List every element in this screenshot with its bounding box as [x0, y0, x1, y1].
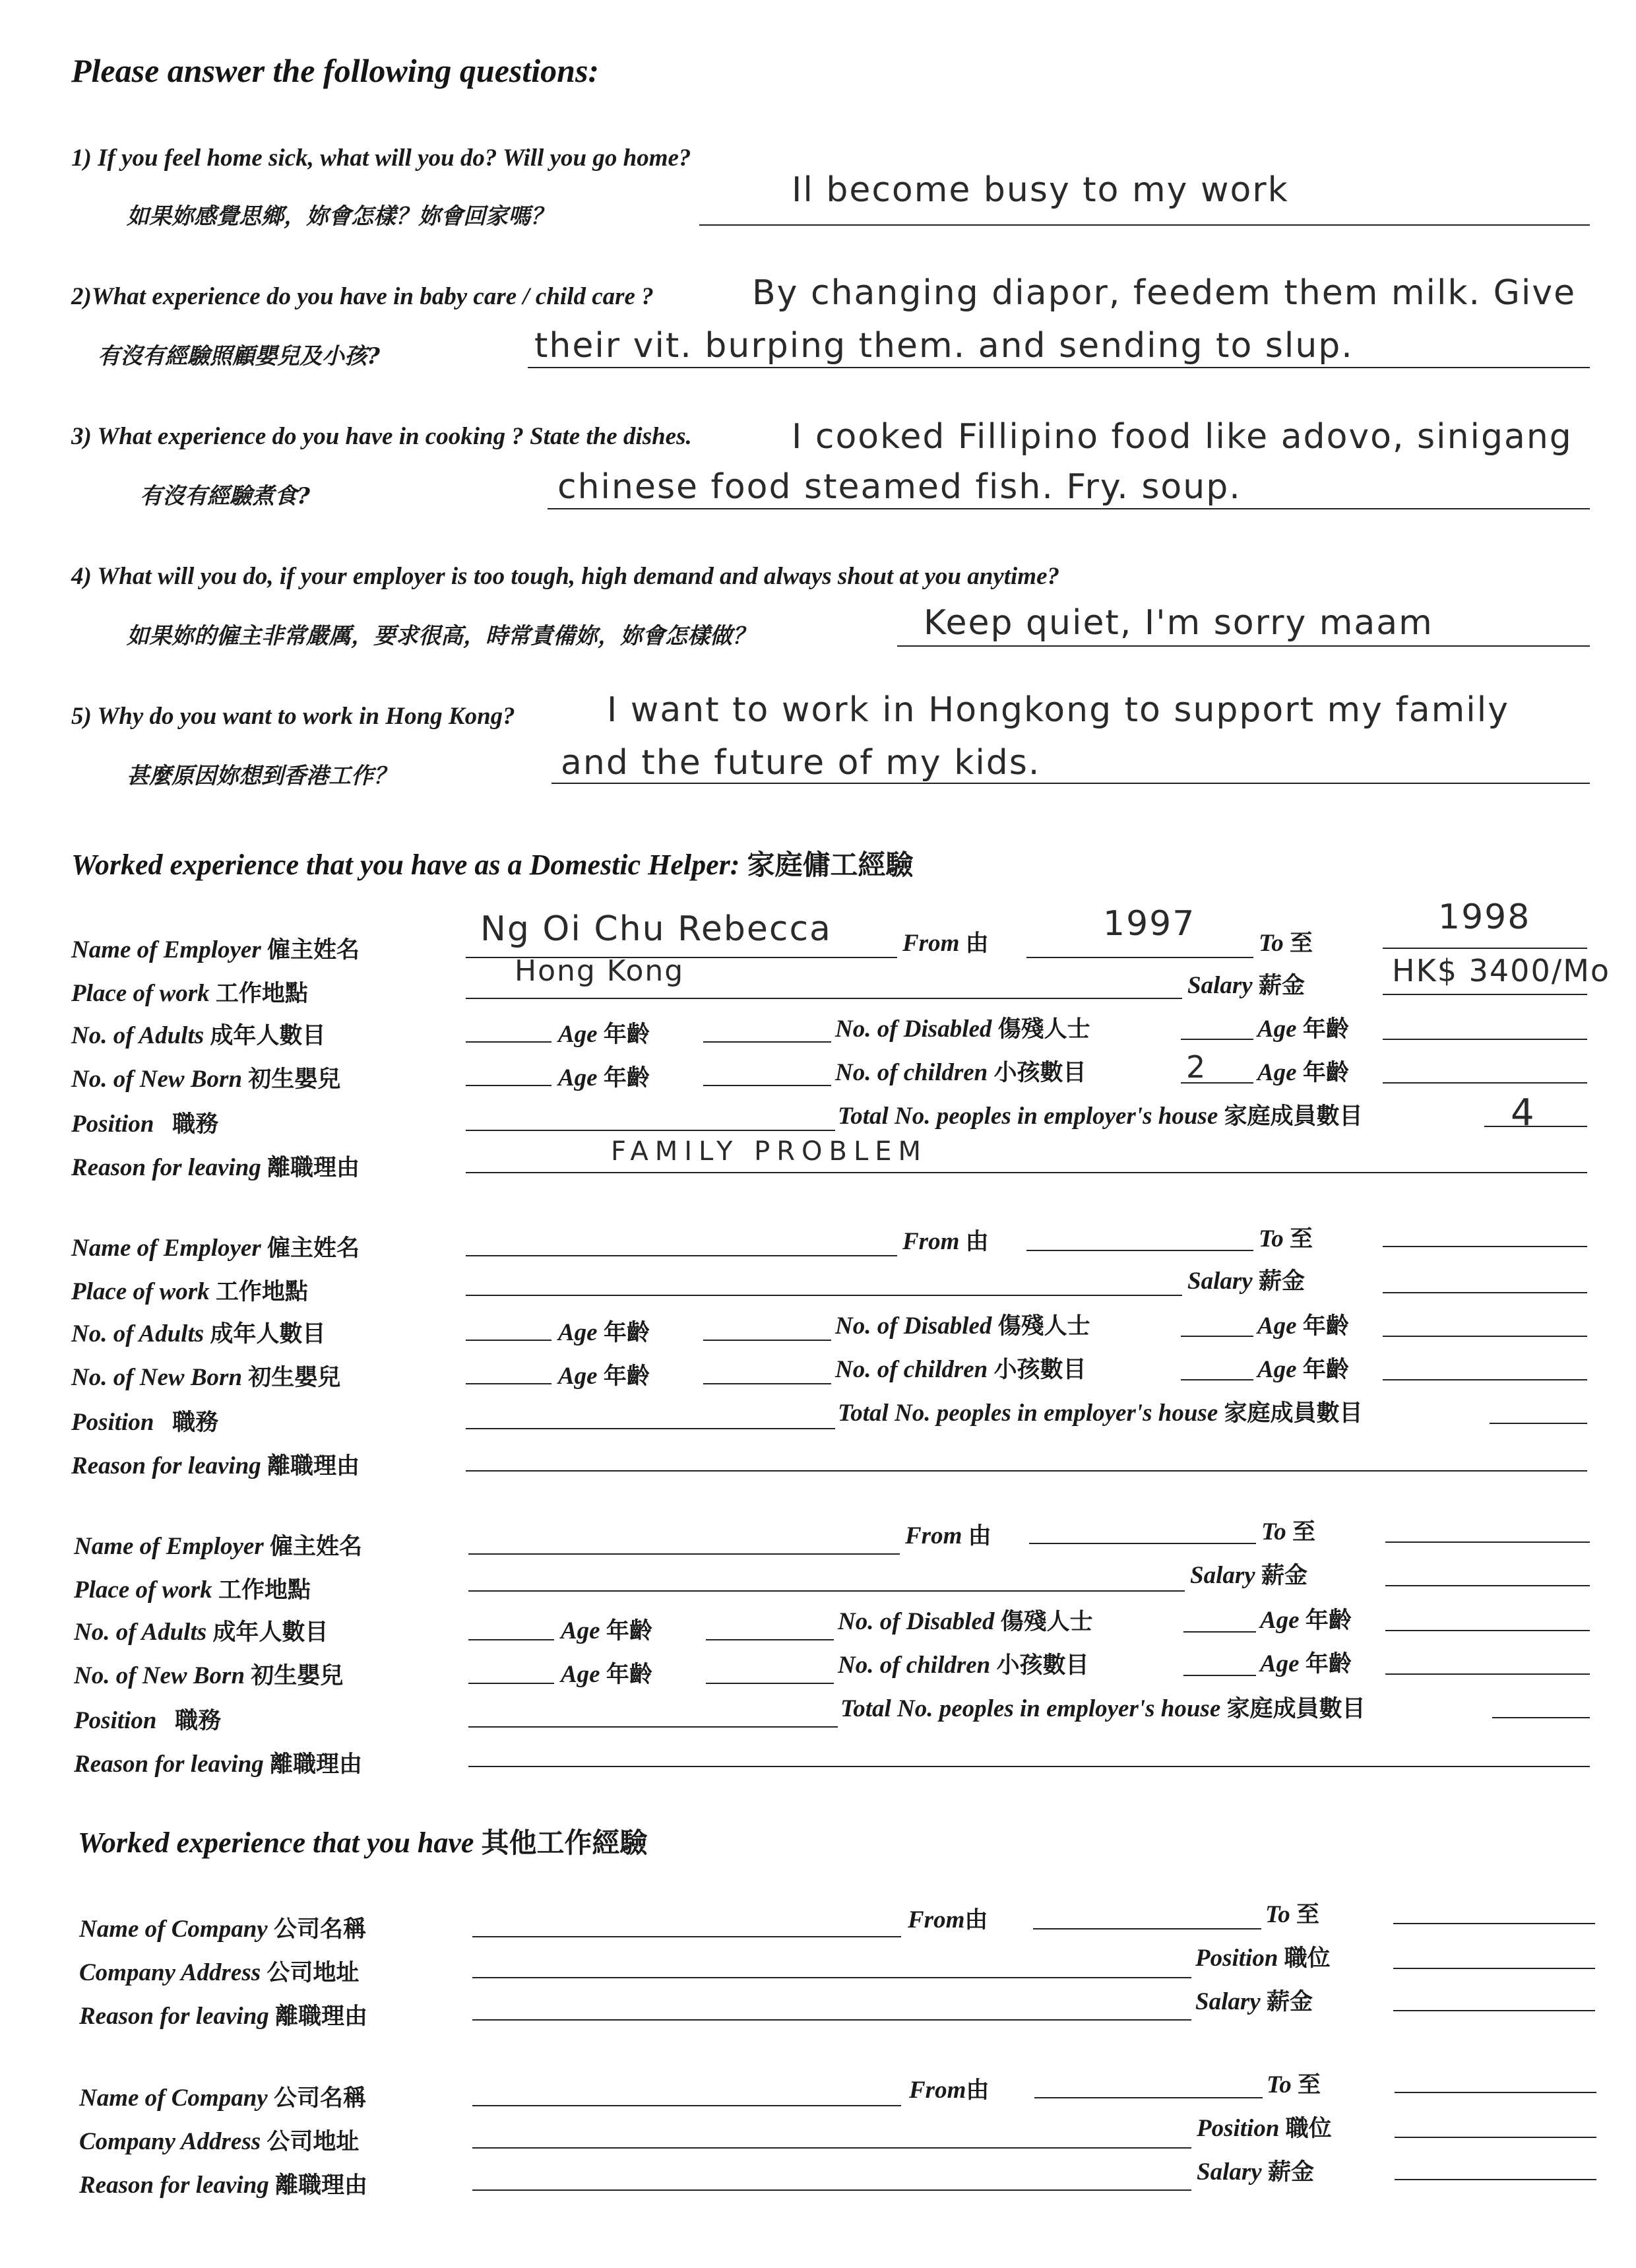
name-of-company-label: Name of Company 公司名稱: [79, 2085, 366, 2112]
reason-leaving-label: Reason for leaving 離職理由: [79, 2172, 368, 2199]
other-section-title-en: Worked experience that you have: [78, 1827, 474, 1859]
employer-1-reason-rule: [466, 1172, 1587, 1173]
answer-3-line-2[interactable]: chinese food steamed fish. Fry. soup.: [557, 467, 1242, 507]
total-people-label: Total No. peoples in employer's house 家庭成員數目: [838, 1103, 1363, 1130]
company-2-to-rule: [1395, 2092, 1596, 2093]
question-3-zh: 有沒有經驗煮食?: [140, 483, 310, 509]
employer-3-from-rule: [1029, 1543, 1256, 1544]
name-of-employer-label: Name of Employer 僱主姓名: [71, 1235, 360, 1262]
company-2-address-rule: [472, 2147, 1191, 2149]
place-of-work-label: Place of work 工作地點: [74, 1576, 311, 1604]
reason-leaving-label: Reason for leaving 離職理由: [74, 1751, 363, 1778]
employer-3-newborn-age-rule: [706, 1683, 834, 1684]
employer-1-salary-rule: [1383, 994, 1587, 995]
question-5-zh: 甚麼原因妳想到香港工作？: [127, 763, 396, 789]
employer-3-position-rule: [468, 1726, 838, 1728]
employer-3-to-rule: [1385, 1541, 1590, 1543]
question-3: 3) What experience do you have in cooking ? State the dishes.: [71, 423, 692, 450]
employer-1-disabled-age-rule: [1383, 1039, 1587, 1040]
question-4-zh: 如果妳的僱主非常嚴厲，要求很高，時常責備妳，妳會怎樣做？: [127, 623, 755, 649]
employer-3-salary-rule: [1385, 1585, 1590, 1586]
reason-leaving-label: Reason for leaving 離職理由: [71, 1452, 360, 1479]
employer-2-from-rule: [1026, 1250, 1253, 1251]
from-label: From 由: [905, 1522, 991, 1549]
no-adults-label: No. of Adults 成年人數目: [74, 1619, 329, 1646]
salary-label: Salary 薪金: [1187, 1268, 1305, 1295]
question-1-zh: 如果妳感覺思鄉，妳會怎樣？妳會回家嗎？: [127, 203, 553, 230]
employer-2-adults-age-rule: [703, 1340, 831, 1341]
answer-4-line-1[interactable]: Keep quiet, I'm sorry maam: [924, 603, 1433, 643]
age-label: Age 年齡: [561, 1661, 652, 1688]
employer-2-position-rule: [466, 1428, 835, 1429]
place-of-work-label: Place of work 工作地點: [71, 980, 308, 1007]
question-5: 5) Why do you want to work in Hong Kong?: [71, 703, 515, 730]
no-children-label: No. of children 小孩數目: [838, 1652, 1089, 1679]
to-label: To 至: [1261, 1518, 1315, 1545]
company-2-salary-rule: [1395, 2179, 1596, 2180]
employer-3-disabled-rule: [1183, 1631, 1256, 1633]
employer-2-newborn-rule: [466, 1383, 551, 1384]
no-children-label: No. of children 小孩數目: [835, 1059, 1086, 1086]
employer-2-salary-rule: [1383, 1292, 1587, 1293]
employer-1-children-age-rule: [1383, 1082, 1587, 1084]
dh-section-title-en: Worked experience that you have as a Domestic Helper:: [71, 849, 740, 881]
age-label: Age 年齡: [1260, 1650, 1352, 1677]
reason-leaving-label: Reason for leaving 離職理由: [79, 2003, 368, 2030]
company-1-position-rule: [1393, 1968, 1595, 1969]
employer-3-adults-rule: [468, 1639, 554, 1640]
age-label: Age 年齡: [558, 1363, 650, 1390]
age-label: Age 年齡: [558, 1319, 650, 1346]
employer-3-children-age-rule: [1385, 1673, 1590, 1675]
to-label: To 至: [1265, 1901, 1319, 1928]
employer-2-total-rule: [1490, 1423, 1587, 1424]
employer-3-total-rule: [1492, 1717, 1590, 1718]
employer-1-to[interactable]: 1998: [1438, 897, 1531, 937]
from-label: From由: [908, 1906, 988, 1933]
company-address-label: Company Address 公司地址: [79, 1959, 360, 1986]
age-label: Age 年齡: [1257, 1356, 1349, 1383]
answer-4-rule: [897, 645, 1590, 647]
age-label: Age 年齡: [558, 1064, 650, 1091]
no-adults-label: No. of Adults 成年人數目: [71, 1320, 326, 1347]
place-of-work-label: Place of work 工作地點: [71, 1278, 308, 1305]
company-2-reason-rule: [472, 2189, 1191, 2191]
employer-1-children[interactable]: 2: [1186, 1049, 1207, 1085]
salary-label: Salary 薪金: [1195, 1988, 1313, 2015]
age-label: Age 年齡: [1257, 1312, 1349, 1340]
employer-2-adults-rule: [466, 1340, 551, 1341]
no-adults-label: No. of Adults 成年人數目: [71, 1022, 326, 1049]
no-disabled-label: No. of Disabled 傷殘人士: [838, 1608, 1093, 1635]
employer-2-to-rule: [1383, 1246, 1587, 1247]
employer-1-place-rule: [466, 998, 1182, 999]
employer-1-newborn-age-rule: [703, 1085, 831, 1086]
answer-3-line-1[interactable]: I cooked Fillipino food like adovo, sinigang: [792, 417, 1573, 457]
other-section-title: [78, 1821, 647, 1861]
employer-1-place[interactable]: Hong Kong: [515, 954, 685, 988]
no-newborn-label: No. of New Born 初生嬰兒: [71, 1364, 341, 1391]
answer-1-line-1[interactable]: Il become busy to my work: [792, 170, 1289, 210]
salary-label: Salary 薪金: [1187, 972, 1305, 999]
employer-2-newborn-age-rule: [703, 1383, 831, 1384]
employer-3-newborn-rule: [468, 1683, 554, 1684]
age-label: Age 年齡: [1257, 1016, 1349, 1043]
employer-1-total-rule: [1484, 1126, 1587, 1127]
employer-3-name-rule: [468, 1553, 900, 1555]
from-label: From 由: [902, 930, 989, 957]
age-label: Age 年齡: [1257, 1059, 1349, 1086]
salary-label: Salary 薪金: [1197, 2158, 1314, 2186]
reason-leaving-label: Reason for leaving 離職理由: [71, 1154, 360, 1181]
to-label: To 至: [1259, 930, 1313, 957]
employer-1-from-rule: [1026, 957, 1253, 958]
employer-1-adults-rule: [466, 1041, 551, 1043]
age-label: Age 年齡: [558, 1021, 650, 1048]
employer-1-newborn-rule: [466, 1085, 551, 1086]
employer-1-position-rule: [466, 1130, 835, 1131]
no-newborn-label: No. of New Born 初生嬰兒: [74, 1662, 344, 1689]
name-of-employer-label: Name of Employer 僱主姓名: [71, 936, 360, 963]
employer-2-name-rule: [466, 1255, 897, 1256]
answer-2-rule: [528, 367, 1590, 368]
age-label: Age 年齡: [561, 1617, 652, 1644]
no-disabled-label: No. of Disabled 傷殘人士: [835, 1312, 1090, 1340]
to-label: To 至: [1259, 1225, 1313, 1252]
from-label: From由: [909, 2077, 990, 2104]
employer-2-disabled-rule: [1181, 1336, 1253, 1337]
no-newborn-label: No. of New Born 初生嬰兒: [71, 1066, 341, 1093]
employer-1-to-rule: [1383, 948, 1587, 949]
company-1-address-rule: [472, 1977, 1191, 1978]
position-label: Position 職務: [71, 1111, 219, 1138]
total-people-label: Total No. peoples in employer's house 家庭成員數目: [838, 1400, 1363, 1427]
question-2: 2)What experience do you have in baby care / child care ?: [71, 283, 654, 310]
position-co-label: Position 職位: [1195, 1945, 1331, 1972]
answer-5-rule: [551, 783, 1590, 784]
position-co-label: Position 職位: [1197, 2115, 1332, 2142]
employer-2-place-rule: [466, 1295, 1182, 1296]
employer-1-salary[interactable]: HK$ 3400/Mo: [1392, 953, 1611, 988]
company-2-from-rule: [1034, 2097, 1263, 2098]
company-2-position-rule: [1395, 2137, 1596, 2138]
no-children-label: No. of children 小孩數目: [835, 1356, 1086, 1383]
name-of-employer-label: Name of Employer 僱主姓名: [74, 1533, 362, 1560]
dh-section-title-zh: 家庭傭工經驗: [747, 849, 914, 881]
name-of-company-label: Name of Company 公司名稱: [79, 1916, 366, 1943]
employer-3-place-rule: [468, 1590, 1185, 1592]
employer-1-total[interactable]: 4: [1511, 1091, 1536, 1134]
question-4: 4) What will you do, if your employer is too tough, high demand and always shout at you anytime?: [71, 563, 1059, 590]
employer-2-children-age-rule: [1383, 1379, 1587, 1380]
employer-2-disabled-age-rule: [1383, 1336, 1587, 1337]
company-1-salary-rule: [1393, 2010, 1595, 2011]
company-1-to-rule: [1393, 1923, 1595, 1924]
employer-3-children-rule: [1183, 1675, 1256, 1676]
dh-section-title: [71, 843, 913, 883]
company-1-name-rule: [472, 1936, 901, 1937]
question-2-zh: 有沒有經驗照顧嬰兒及小孩?: [98, 343, 380, 370]
question-1: 1) If you feel home sick, what will you do? Will you go home?: [71, 145, 691, 172]
employer-1-name[interactable]: Ng Oi Chu Rebecca: [480, 909, 832, 949]
employer-1-adults-age-rule: [703, 1041, 831, 1043]
company-address-label: Company Address 公司地址: [79, 2128, 360, 2155]
salary-label: Salary 薪金: [1190, 1562, 1307, 1589]
employer-1-disabled-rule: [1181, 1039, 1253, 1040]
company-2-name-rule: [472, 2105, 901, 2106]
employer-3-reason-rule: [468, 1766, 1590, 1767]
age-label: Age 年齡: [1260, 1607, 1352, 1634]
answer-5-line-2[interactable]: and the future of my kids.: [561, 743, 1041, 783]
from-label: From 由: [902, 1228, 989, 1255]
employer-1-from[interactable]: 1997: [1103, 904, 1196, 944]
other-section-title-zh: 其他工作經驗: [481, 1827, 648, 1859]
employer-3-disabled-age-rule: [1385, 1630, 1590, 1631]
answer-2-line-2[interactable]: their vit. burping them. and sending to slup.: [534, 326, 1354, 366]
employer-1-reason[interactable]: FAMILY PROBLEM: [611, 1136, 928, 1167]
company-1-reason-rule: [472, 2019, 1191, 2021]
to-label: To 至: [1267, 2071, 1321, 2098]
answer-2-line-1[interactable]: By changing diapor, feedem them milk. Give: [752, 273, 1577, 313]
no-disabled-label: No. of Disabled 傷殘人士: [835, 1016, 1090, 1043]
company-1-from-rule: [1033, 1928, 1261, 1929]
employer-2-children-rule: [1181, 1379, 1253, 1380]
employer-3-adults-age-rule: [706, 1639, 834, 1640]
answer-5-line-1[interactable]: I want to work in Hongkong to support my family: [607, 690, 1509, 730]
position-label: Position 職務: [74, 1707, 222, 1734]
total-people-label: Total No. peoples in employer's house 家庭成員數目: [840, 1695, 1366, 1722]
answer-1-rule: [699, 224, 1590, 226]
employer-1-children-rule: [1181, 1082, 1253, 1084]
page-title: Please answer the following questions:: [71, 52, 600, 89]
answer-3-rule: [548, 508, 1590, 509]
position-label: Position 職務: [71, 1409, 219, 1436]
employer-2-reason-rule: [466, 1470, 1587, 1472]
